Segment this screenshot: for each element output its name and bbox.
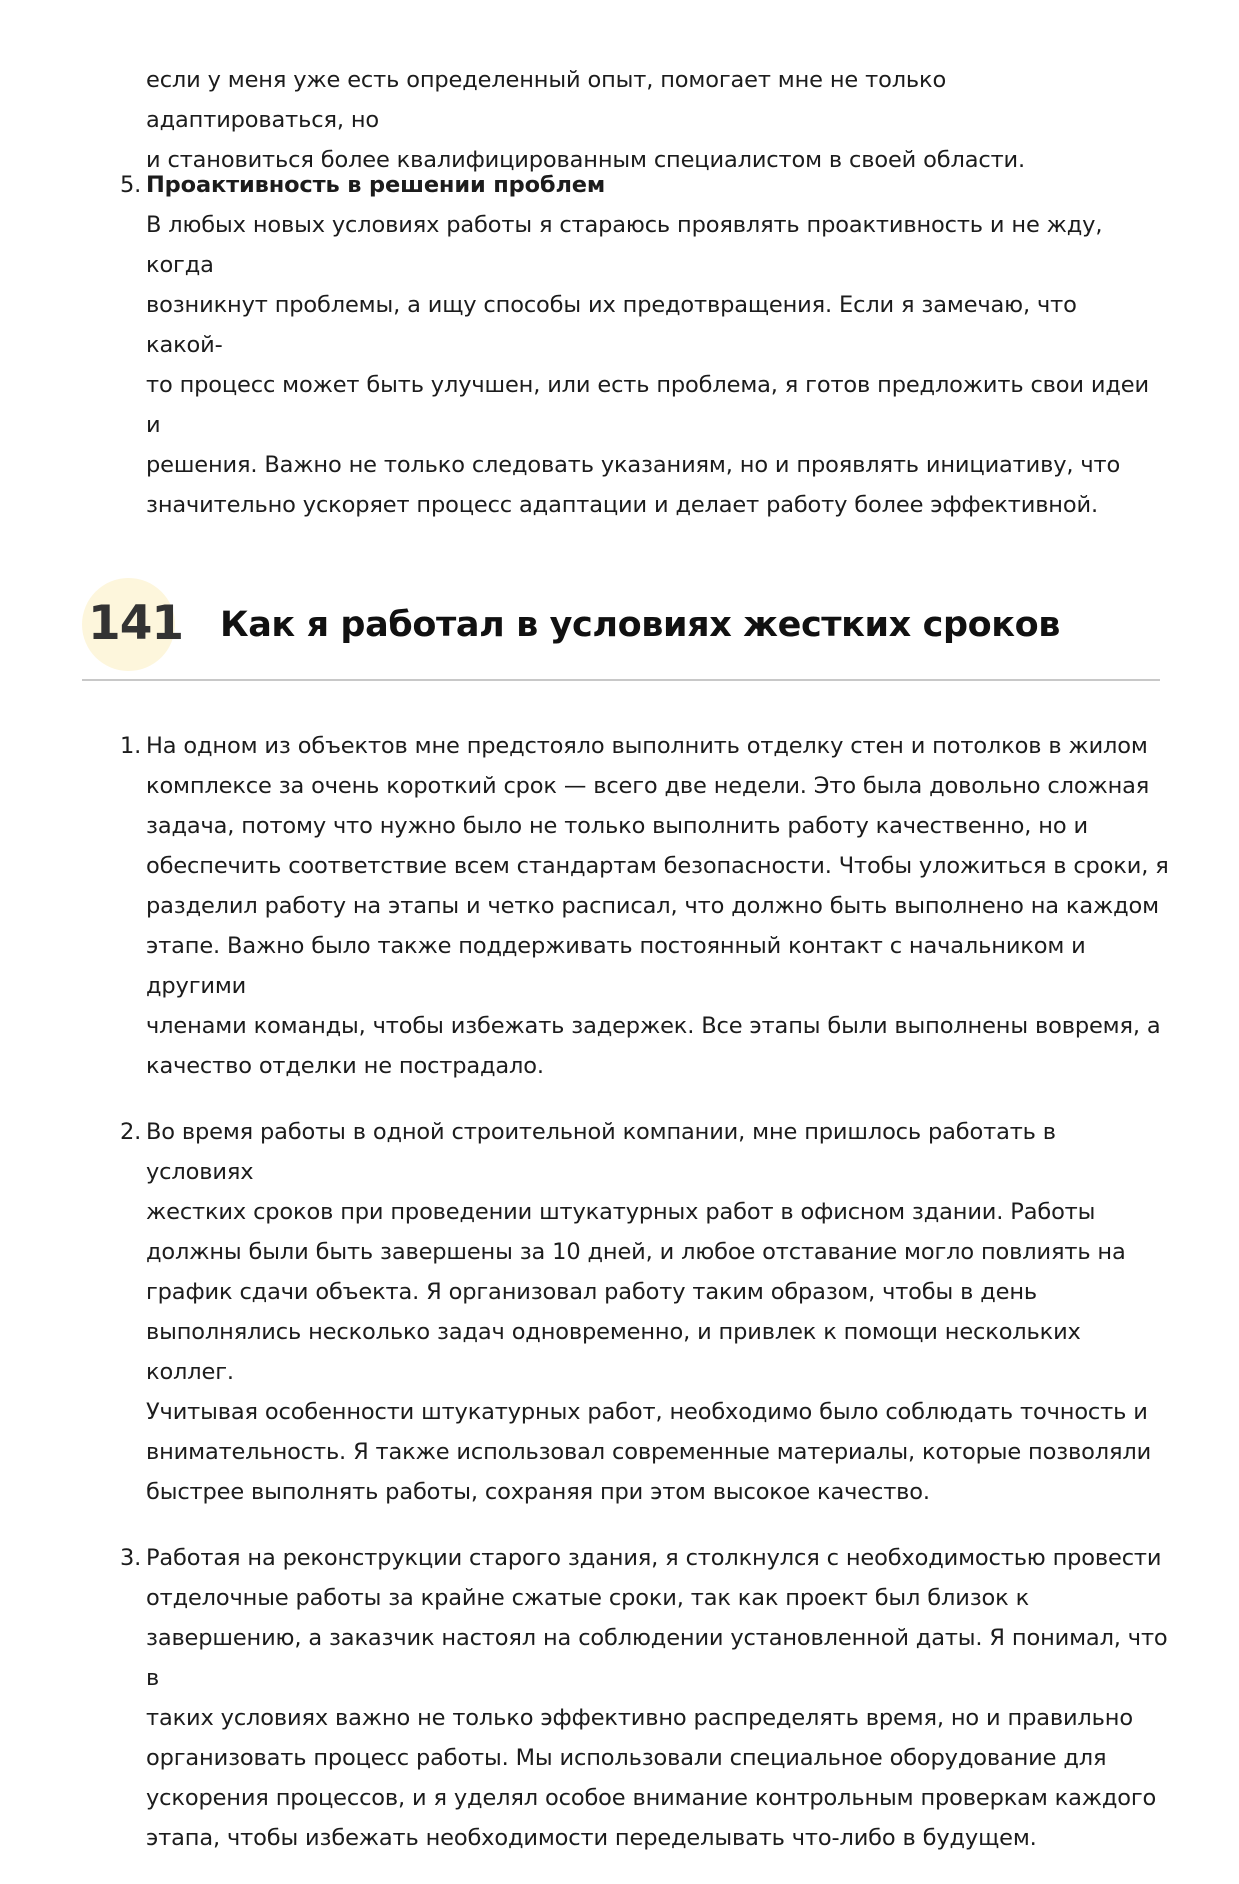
continuation-line: если у меня уже есть определенный опыт, помогает мне не только адаптироваться, но <box>146 67 947 133</box>
list-item-title: Проактивность в решении проблем <box>146 172 606 198</box>
paragraph-line: возникнут проблемы, а ищу способы их предотвращения. Если я замечаю, что какой- <box>146 292 1077 358</box>
paragraph-line: значительно ускоряет процесс адаптации и делает работу более эффективной. <box>146 492 1098 518</box>
paragraph-line: задача, потому что нужно было не только выполнить работу качественно, но и <box>146 813 1088 839</box>
continuation-line: и становиться более квалифицированным специалистом в своей области. <box>146 147 1025 173</box>
paragraph-line: разделил работу на этапы и четко расписал, что должно быть выполнено на каждом <box>146 893 1159 919</box>
continuation-paragraph <box>146 60 1146 180</box>
paragraph-line: жестких сроков при проведении штукатурных работ в офисном здании. Работы <box>146 1199 1096 1225</box>
paragraph-line: обеспечить соответствие всем стандартам безопасности. Чтобы уложиться в сроки, я <box>146 853 1169 879</box>
paragraph-line: организовать процесс работы. Мы использовали специальное оборудование для <box>146 1745 1107 1771</box>
list-item-body <box>146 726 1170 1086</box>
list-number: 5. <box>120 172 142 198</box>
paragraph-line: комплексе за очень короткий срок — всего две недели. Это была довольно сложная <box>146 773 1150 799</box>
list-item-body <box>146 1112 1170 1512</box>
paragraph-line: быстрее выполнять работы, сохраняя при этом высокое качество. <box>146 1479 930 1505</box>
chapter-divider <box>82 679 1160 681</box>
paragraph-line: завершению, а заказчик настоял на соблюдении установленной даты. Я понимал, что в <box>146 1625 1168 1691</box>
list-number: 1. <box>120 733 142 759</box>
paragraph-line: В любых новых условиях работы я стараюсь проявлять проактивность и не жду, когда <box>146 212 1103 278</box>
list-item-body <box>146 1538 1170 1858</box>
paragraph-line: отделочные работы за крайне сжатые сроки, так как проект был близок к <box>146 1585 1030 1611</box>
list-item-body <box>146 165 1160 525</box>
paragraph-line: Во время работы в одной строительной компании, мне пришлось работать в условиях <box>146 1119 1056 1185</box>
paragraph-line: этапе. Важно было также поддерживать постоянный контакт с начальником и другими <box>146 933 1086 999</box>
list-item <box>120 726 1170 1086</box>
paragraph-line: решения. Важно не только следовать указаниям, но и проявлять инициативу, что <box>146 452 1121 478</box>
list-item <box>120 1538 1170 1858</box>
paragraph-line: На одном из объектов мне предстояло выполнить отделку стен и потолков в жилом <box>146 733 1148 759</box>
paragraph-line: график сдачи объекта. Я организовал работу таким образом, чтобы в день <box>146 1279 1038 1305</box>
paragraph-line: то процесс может быть улучшен, или есть проблема, я готов предложить свои идеи и <box>146 372 1149 438</box>
list-number: 2. <box>120 1119 142 1145</box>
paragraph-line: этапа, чтобы избежать необходимости переделывать что-либо в будущем. <box>146 1825 1037 1851</box>
paragraph-line: должны были быть завершены за 10 дней, и любое отставание могло повлиять на <box>146 1239 1126 1265</box>
chapter-title: Как я работал в условиях жестких сроков <box>220 605 1061 645</box>
paragraph-line: ускорения процессов, и я уделял особое внимание контрольным проверкам каждого <box>146 1785 1157 1811</box>
chapter-number: 141 <box>88 596 184 651</box>
paragraph-line: выполнялись несколько задач одновременно, и привлек к помощи нескольких коллег. <box>146 1319 1081 1385</box>
numbered-list <box>120 726 1170 1884</box>
paragraph-line: членами команды, чтобы избежать задержек. Все этапы были выполнены вовремя, а <box>146 1013 1161 1039</box>
chapter-heading <box>82 578 1162 682</box>
paragraph-line: Учитывая особенности штукатурных работ, необходимо было соблюдать точность и <box>146 1399 1148 1425</box>
paragraph-line: внимательность. Я также использовал современные материалы, которые позволяли <box>146 1439 1152 1465</box>
paragraph-line: качество отделки не пострадало. <box>146 1053 544 1079</box>
list-item-5 <box>120 165 1160 525</box>
paragraph-line: Работая на реконструкции старого здания, я столкнулся с необходимостью провести <box>146 1545 1162 1571</box>
list-item <box>120 1112 1170 1512</box>
list-number: 3. <box>120 1545 142 1571</box>
paragraph-line: таких условиях важно не только эффективно распределять время, но и правильно <box>146 1705 1133 1731</box>
